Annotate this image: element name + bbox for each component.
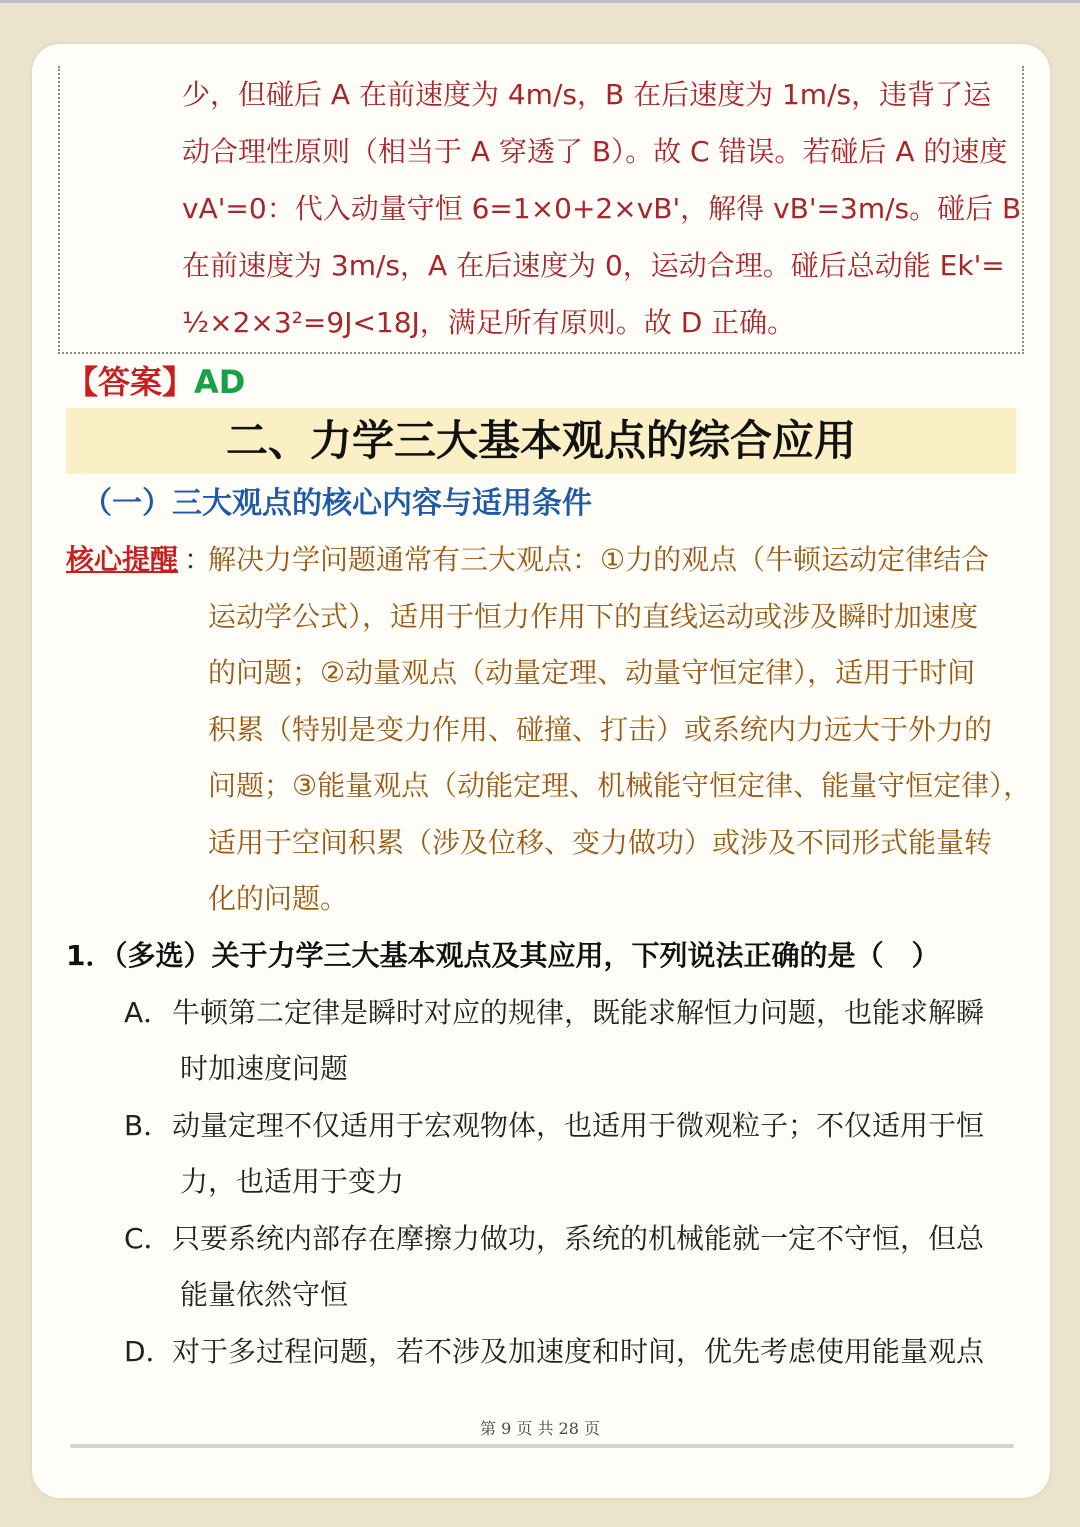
- top-border: [0, 0, 1080, 3]
- tip-line: 运动学公式），适用于恒力作用下的直线运动或涉及瞬时加速度: [208, 599, 979, 633]
- option-c-text: 只要系统内部存在摩擦力做功，系统的机械能就一定不守恒，但总: [172, 1222, 985, 1255]
- solution-line: 少，但碰后 A 在前速度为 4m/s，B 在后速度为 1m/s，违背了运: [182, 78, 992, 111]
- tip-line: 适用于空间积累（涉及位移、变力做功）或涉及不同形式能量转: [208, 825, 993, 859]
- solution-line: ½×2×3²=9J<18J，满足所有原则。故 D 正确。: [182, 306, 796, 339]
- tip-colon: ：: [184, 543, 213, 576]
- answer-line: [66, 360, 245, 404]
- option-a-text: 牛顿第二定律是瞬时对应的规律，既能求解恒力问题，也能求解瞬: [172, 996, 985, 1029]
- question-stem: 1．（多选）关于力学三大基本观点及其应用，下列说法正确的是（ ）: [66, 939, 940, 972]
- tip-line: 积累（特别是变力作用、碰撞、打击）或系统内力远大于外力的: [208, 712, 993, 746]
- option-a-letter: A．: [124, 996, 172, 1029]
- subsection-title: （一）三大观点的核心内容与适用条件: [82, 486, 592, 521]
- footer-divider: [70, 1444, 1014, 1448]
- solution-text: [182, 66, 1022, 351]
- tip-line: 化的问题。: [208, 882, 349, 915]
- option-b-letter: B．: [124, 1109, 172, 1142]
- tip-label: 核心提醒: [66, 543, 179, 576]
- section-title: 二、力学三大基本观点的综合应用: [225, 416, 856, 465]
- tip-line: 解决力学问题通常有三大观点：①力的观点（牛顿运动定律结合: [208, 543, 990, 576]
- option-b-text-cont: 力，也适用于变力: [180, 1165, 405, 1198]
- page-number: 第 9 页 共 28 页: [480, 1419, 600, 1438]
- answer-value: AD: [194, 363, 246, 401]
- solution-line: 在前速度为 3m/s，A 在后速度为 0，运动合理。碰后总动能 Ek'=: [182, 249, 1005, 282]
- option-c-text-cont: 能量依然守恒: [180, 1278, 349, 1311]
- option-a-text-cont: 时加速度问题: [180, 1052, 349, 1085]
- solution-line: 动合理性原则（相当于 A 穿透了 B）。故 C 错误。若碰后 A 的速度: [182, 135, 1008, 168]
- option-b-text: 动量定理不仅适用于宏观物体，也适用于微观粒子；不仅适用于恒: [172, 1109, 985, 1142]
- answer-label: 【答案】: [66, 363, 195, 401]
- solution-line: vA'=0：代入动量守恒 6=1×0+2×vB'，解得 vB'=3m/s。碰后 B: [182, 192, 1022, 225]
- tip-text: [208, 532, 1032, 928]
- option-d-letter: D．: [124, 1335, 174, 1368]
- option-c-letter: C．: [124, 1222, 172, 1255]
- option-d-text: 对于多过程问题，若不涉及加速度和时间，优先考虑使用能量观点: [172, 1335, 985, 1368]
- tip-line: 问题；③能量观点（动能定理、机械能守恒定律、能量守恒定律），: [208, 769, 1032, 802]
- tip-line: 的问题；②动量观点（动量定理、动量守恒定律），适用于时间: [208, 656, 976, 689]
